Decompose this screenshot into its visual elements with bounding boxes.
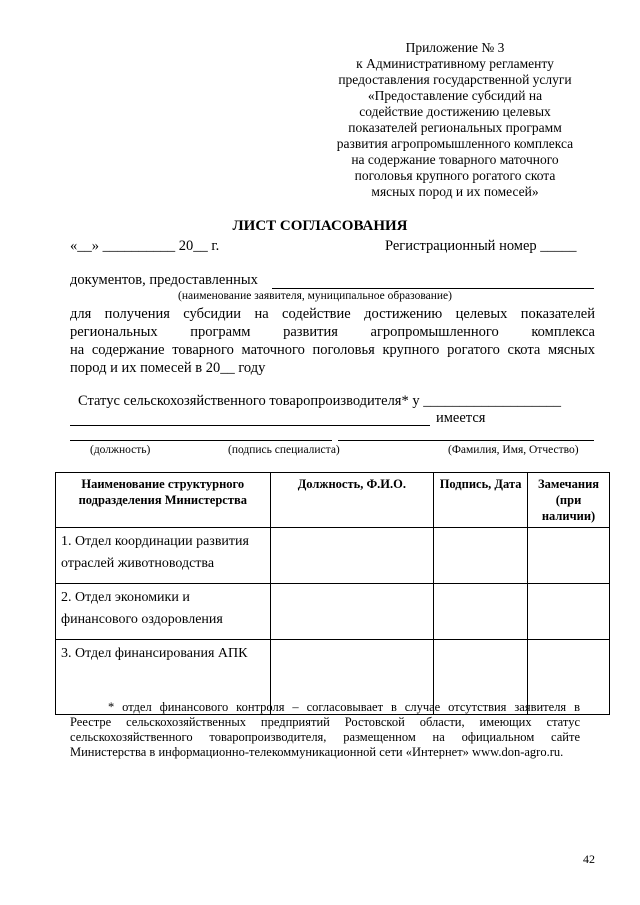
appendix-line: Приложение № 3 (405, 40, 505, 55)
remarks-cell[interactable] (528, 528, 610, 584)
footnote (70, 700, 580, 760)
appendix-line: к Административному регламенту (356, 56, 554, 71)
position-cell[interactable] (270, 528, 434, 584)
department-cell: 2. Отдел экономики и финансового оздоровления (56, 584, 271, 640)
position-cell[interactable] (270, 584, 434, 640)
table-row (56, 528, 610, 584)
footnote-line: * отдел финансового контроля – согласовывает в случае отсутствия заявителя в (108, 700, 580, 714)
purpose-line: на содержание товарного маточного поголовья крупного рогатого скота мясных (70, 342, 595, 358)
applicant-hint: (наименование заявителя, муниципальное образование) (178, 290, 452, 302)
footnote-line: сельскохозяйственного товаропроизводителя, размещенном на официальном сайте (70, 730, 580, 744)
appendix-line: мясных пород и их помесей» (371, 184, 539, 199)
appendix-line: предоставления государственной услуги (338, 72, 572, 87)
appendix-line: содействие достижению целевых (359, 104, 551, 119)
header-department: Наименование структурного подразделения Министерства (56, 473, 271, 528)
documents-label: документов, предоставленных (70, 272, 258, 288)
registration-number: Регистрационный номер _____ (385, 238, 577, 254)
remarks-cell[interactable] (528, 584, 610, 640)
purpose-line: для получения субсидии на содействие достижению целевых показателей (70, 306, 595, 322)
purpose-line: пород и их помесей в 20__ году (70, 360, 266, 376)
appendix-line: показателей региональных программ (348, 120, 562, 135)
appendix-line: поголовья крупного рогатого скота (354, 168, 556, 183)
document-title: ЛИСТ СОГЛАСОВАНИЯ (232, 218, 408, 234)
table-header-row (56, 473, 610, 528)
signature-cell[interactable] (434, 584, 528, 640)
appendix-line: «Предоставление субсидий на (367, 88, 543, 103)
department-cell: 1. Отдел координации развития отраслей животноводства (56, 528, 271, 584)
name-hint: (Фамилия, Имя, Отчество) (448, 444, 579, 456)
appendix-line: развития агропромышленного комплекса (336, 136, 574, 151)
status-value: имеется (436, 410, 486, 426)
header-remarks: Замечания (при наличии) (528, 473, 610, 528)
position-hint: (должность) (90, 444, 151, 456)
signature-fill-line (70, 440, 332, 441)
applicant-fill-line (272, 288, 594, 289)
appendix-line: на содержание товарного маточного (351, 152, 559, 167)
name-fill-line (338, 440, 594, 441)
page-number: 42 (583, 852, 595, 866)
approval-table (55, 472, 610, 715)
signature-cell[interactable] (434, 528, 528, 584)
header-position-name: Должность, Ф.И.О. (270, 473, 434, 528)
footnote-line: Реестре сельскохозяйственных предприятий Ростовской области, имеющих статус (70, 715, 580, 729)
footnote-line: Министерства в информационно-телекоммуникационной сети «Интернет» www.don-agro.ru. (70, 745, 564, 759)
purpose-line: региональных программ развития агропромышленного комплекса (70, 324, 595, 340)
header-signature-date: Подпись, Дата (434, 473, 528, 528)
signature-hint: (подпись специалиста) (228, 444, 340, 456)
status-fill-line (70, 425, 430, 426)
status-line: Статус сельскохозяйственного товаропроизводителя* у ___________________ (78, 393, 561, 409)
date-line: «__» __________ 20__ г. (70, 238, 220, 254)
appendix-header (320, 40, 590, 200)
department-cell: 3. Отдел финансирования АПК (56, 640, 271, 715)
table-row (56, 584, 610, 640)
